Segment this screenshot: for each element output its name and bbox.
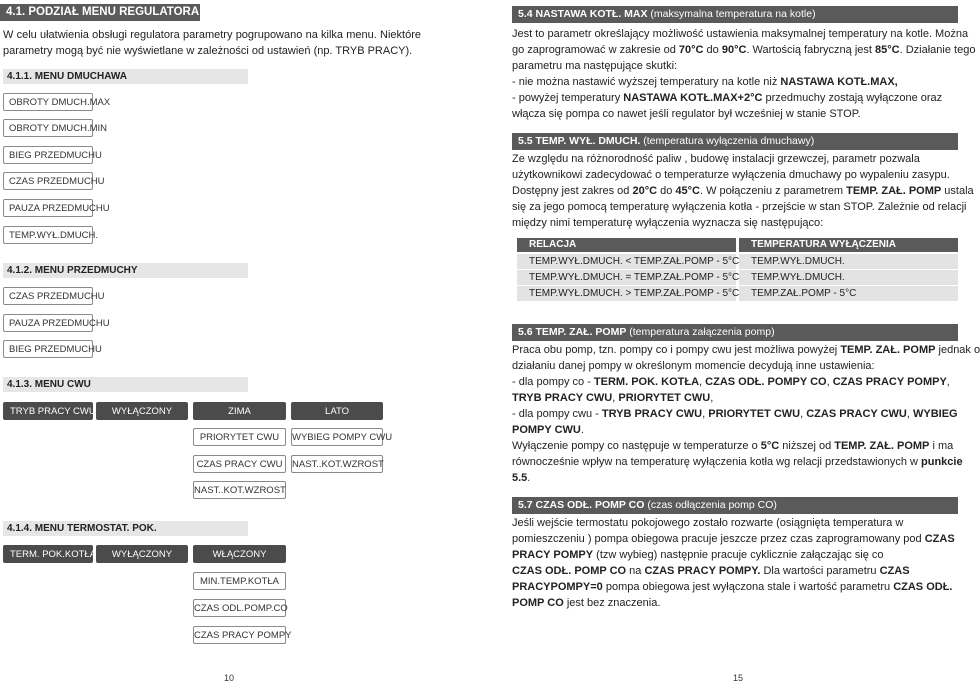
- menu-obroty-min[interactable]: OBROTY DMUCH.MIN: [3, 119, 93, 137]
- s56-line: Praca obu pomp, tzn. pompy co i pompy cwu jest możliwa powyżej TEMP. ZAŁ. POMP jednak o: [512, 344, 980, 356]
- menu-nast-kot-wzrost-lato[interactable]: NAST..KOT.WZROST: [291, 455, 383, 473]
- table-header-relacja: RELACJA: [517, 238, 736, 252]
- s56-line: TRYB PRACY CWU, PRIORYTET CWU,: [512, 392, 714, 404]
- s54-line: - nie można nastawić wyższej temperatury na kotle niż NASTAWA KOTŁ.MAX,: [512, 76, 898, 88]
- s54-line: parametru ma następujące skutki:: [512, 60, 678, 72]
- s54-title: 5.4 NASTAWA KOTŁ. MAX (maksymalna temperatura na kotle): [512, 6, 958, 23]
- intro-line-1: W celu ułatwienia obsługi regulatora parametry pogrupowano na kilka menu. Niektóre: [3, 29, 421, 41]
- s56-text: [512, 342, 980, 486]
- s56-title: 5.6 TEMP. ZAŁ. POMP (temperatura załączenia pomp): [512, 324, 958, 341]
- menu-term-pok-kotla[interactable]: TERM. POK.KOTŁA: [3, 545, 93, 563]
- s57-line: Jeśli wejście termostatu pokojowego zostało rozwarte (osiągnięta temperatura w: [512, 517, 904, 529]
- table-cell: TEMP.ZAŁ.POMP - 5°C: [739, 286, 958, 301]
- s56-line: Wyłączenie pompy co następuje w temperaturze o 5°C niższej od TEMP. ZAŁ. POMP i ma: [512, 440, 954, 452]
- left-intro: [3, 27, 421, 59]
- menu-tryb-pracy-cwu[interactable]: TRYB PRACY CWU: [3, 402, 93, 420]
- menu-czas-odl-pomp-co[interactable]: CZAS ODL.POMP.CO: [193, 599, 286, 617]
- s56-line: - dla pompy cwu - TRYB PRACY CWU, PRIORYTET CWU, CZAS PRACY CWU, WYBIEG: [512, 408, 958, 420]
- s54-text: [512, 26, 976, 122]
- menu-min-temp-kotla[interactable]: MIN.TEMP.KOTŁA: [193, 572, 286, 590]
- table-cell: TEMP.WYŁ.DMUCH. > TEMP.ZAŁ.POMP - 5°C: [517, 286, 736, 301]
- table-cell: TEMP.WYŁ.DMUCH. = TEMP.ZAŁ.POMP - 5°C: [517, 270, 736, 285]
- s55-title: 5.5 TEMP. WYŁ. DMUCH. (temperatura wyłączenia dmuchawy): [512, 133, 958, 150]
- menu-bieg-przedmuchu-2[interactable]: BIEG PRZEDMUCHU: [3, 340, 93, 358]
- menu-cwu-zima[interactable]: ZIMA: [193, 402, 286, 420]
- s57-line: pomieszczeniu ) pompa obiegowa pracuje jeszcze przez czas zaprogramowany pod CZAS: [512, 533, 955, 545]
- s57-line: POMP CO jest bez znaczenia.: [512, 597, 661, 609]
- menu-czas-przedmuchu[interactable]: CZAS PRZEDMUCHU: [3, 172, 93, 190]
- s54-line: Jest to parametr określający możliwość ustawienia maksymalnej temperatury na kotle. Można: [512, 28, 969, 40]
- s55-line: Dostępny jest zakres od 20°C do 45°C. W połączeniu z parametrem TEMP. ZAŁ. POMP ustala: [512, 185, 974, 197]
- menu-obroty-max[interactable]: OBROTY DMUCH.MAX: [3, 93, 93, 111]
- menu-priorytet-cwu[interactable]: PRIORYTET CWU: [193, 428, 286, 446]
- section-termostat: 4.1.4. MENU TERMOSTAT. POK.: [3, 521, 248, 536]
- menu-wybieg-pompy-cwu[interactable]: WYBIEG POMPY CWU: [291, 428, 383, 446]
- table-cell: TEMP.WYŁ.DMUCH.: [739, 270, 958, 285]
- table-cell: TEMP.WYŁ.DMUCH. < TEMP.ZAŁ.POMP - 5°C: [517, 254, 736, 269]
- menu-cwu-lato[interactable]: LATO: [291, 402, 383, 420]
- section-przedmuchy: 4.1.2. MENU PRZEDMUCHY: [3, 263, 248, 278]
- s54-line: - powyżej temperatury NASTAWA KOTŁ.MAX+2°C przedmuchy zostają wyłączone oraz: [512, 92, 943, 104]
- table-cell: TEMP.WYŁ.DMUCH.: [739, 254, 958, 269]
- s54-line: włącza się pompa co nawet jeśli regulator był wcześniej w stanie STOP.: [512, 108, 861, 120]
- s57-title: 5.7 CZAS ODŁ. POMP CO (czas odłączenia pomp CO): [512, 497, 958, 514]
- menu-czas-pracy-cwu[interactable]: CZAS PRACY CWU: [193, 455, 286, 473]
- s56-line: działaniu danej pompy w określonym momencie decydują inne ustawienia:: [512, 360, 875, 372]
- s55-line: się za jego pomocą temperaturę wyłączenia kotła - przejście w stan STOP. Zależnie od relacji: [512, 201, 967, 213]
- left-page-number: 10: [224, 673, 235, 683]
- s56-line: 5.5.: [512, 472, 531, 484]
- section-cwu: 4.1.3. MENU CWU: [3, 377, 248, 392]
- s55-line: Ze względu na różnorodność paliw , budowę instalacji grzewczej, parametr pozwala: [512, 153, 920, 165]
- s55-text: [512, 151, 974, 231]
- menu-pauza-przedmuchu-2[interactable]: PAUZA PRZEDMUCHU: [3, 314, 93, 332]
- table-header-temperatura: TEMPERATURA WYŁĄCZENIA: [739, 238, 958, 252]
- menu-temp-wyl-dmuch[interactable]: TEMP.WYŁ.DMUCH.: [3, 226, 93, 244]
- s57-line: PRACYPOMPY=0 pompa obiegowa jest wyłączona stale i wartość parametru CZAS ODŁ.: [512, 581, 953, 593]
- s57-text: [512, 515, 958, 611]
- s57-line: PRACY POMPY (tzw wybieg) następnie pracuje cyklicznie załączając się co: [512, 549, 884, 561]
- menu-czas-pracy-pompy[interactable]: CZAS PRACY POMPY: [193, 626, 286, 644]
- menu-cwu-wylaczony[interactable]: WYŁĄCZONY: [96, 402, 188, 420]
- menu-czas-przedmuchu-2[interactable]: CZAS PRZEDMUCHU: [3, 287, 93, 305]
- menu-term-wlaczony[interactable]: WŁĄCZONY: [193, 545, 286, 563]
- s56-line: równocześnie wpływ na temperaturę wyłączenia kotła wg relacji przedstawionych w punkcie: [512, 456, 963, 468]
- right-page-number: 15: [733, 673, 744, 683]
- s56-line: - dla pompy co - TERM. POK. KOTŁA, CZAS ODŁ. POMPY CO, CZAS PRACY POMPY,: [512, 376, 950, 388]
- s55-line: użytkownikowi zadecydować o temperaturze wyłączenia dmuchawy po wypaleniu zasypu.: [512, 169, 950, 181]
- section-dmuchawa: 4.1.1. MENU DMUCHAWA: [3, 69, 248, 84]
- s57-line: CZAS ODŁ. POMP CO na CZAS PRACY POMPY. Dla wartości parametru CZAS: [512, 565, 910, 577]
- menu-bieg-przedmuchu[interactable]: BIEG PRZEDMUCHU: [3, 146, 93, 164]
- s56-line: POMPY CWU.: [512, 424, 584, 436]
- menu-pauza-przedmuchu[interactable]: PAUZA PRZEDMUCHU: [3, 199, 93, 217]
- menu-term-wylaczony[interactable]: WYŁĄCZONY: [96, 545, 188, 563]
- intro-line-2: parametry mogą być nie wyświetlane w zależności od ustawień (np. TRYB PRACY).: [3, 45, 413, 57]
- left-heading: 4.1. PODZIAŁ MENU REGULATORA: [0, 4, 200, 21]
- s55-line: między nimi temperaturę wyłączenia wyznacza się następująco:: [512, 217, 824, 229]
- menu-nast-kot-wzrost-zima[interactable]: NAST..KOT.WZROST: [193, 481, 286, 499]
- s54-line: go zaprogramować w zakresie od 70°C do 90°C. Wartością fabryczną jest 85°C. Działanie tego: [512, 44, 976, 56]
